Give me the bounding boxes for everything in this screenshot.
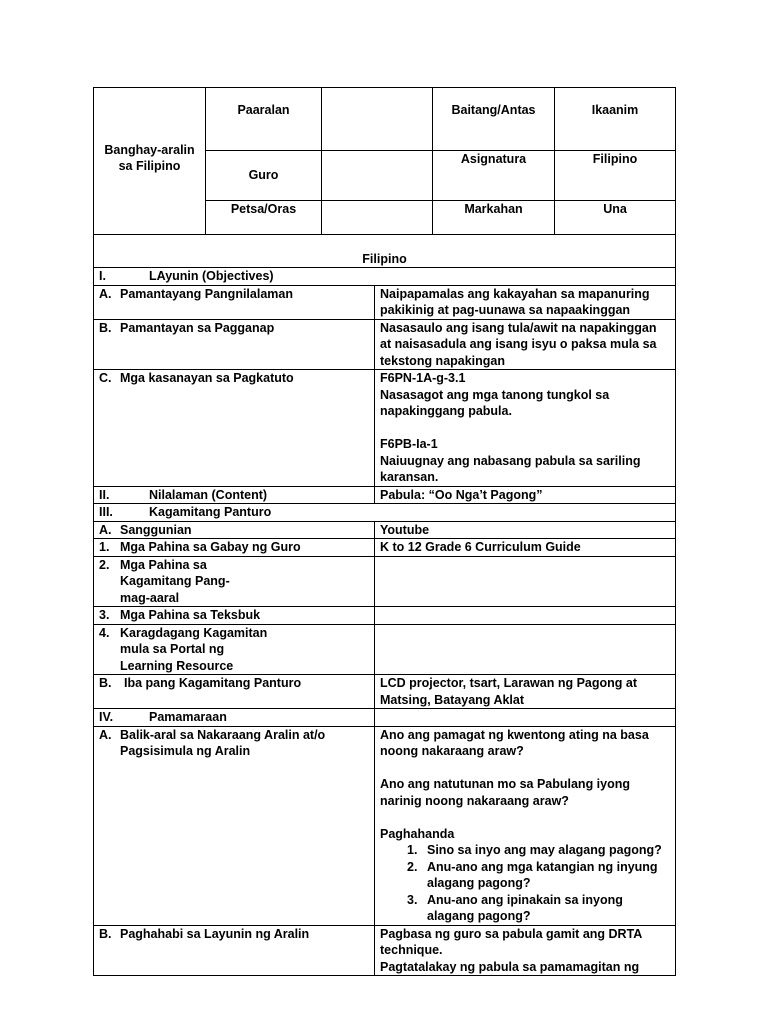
gabay-ng-guro-value: K to 12 Grade 6 Curriculum Guide (375, 539, 676, 557)
markahan-label: Markahan (433, 201, 555, 235)
paghahanda-item: 1. Sino sa inyo ang may alagang pagong? (407, 843, 662, 857)
row-gabay-ng-guro: 1. Mga Pahina sa Gabay ng Guro K to 12 Grade 6 Curriculum Guide (94, 539, 676, 557)
paghahanda-item: 2. Anu-ano ang mga katangian ng inyung alagang pagong? (407, 859, 658, 890)
baitang-value: Ikaanim (555, 88, 676, 151)
paghahabi-value: Pagbasa ng guro sa pabula gamit ang DRTA technique. Pagtatalakay ng pabula sa pamamagitan ng (375, 925, 676, 976)
kasanayan-value: F6PN-1A-g-3.1 Nasasagot ang mga tanong tungkol sa napakinggang pabula. F6PB-Ia-1 Naiuugnay ang nabasang pabula sa sariling karansan. (375, 370, 676, 487)
asignatura-value: Filipino (555, 151, 676, 201)
petsa-value (322, 201, 433, 235)
balik-aral-value: Ano ang pamagat ng kwentong ating na basa noong nakaraang araw? Ano ang natutunan mo sa Pabulang iyong narinig noong nakaraang araw? Paghahanda 1. Sino sa inyo ang may alagang pagong? 2. Anu-ano ang mga katangian ng inyung alagang pagong? 3. Anu-ano ang ipinakain sa inyong alagang pagong? (375, 726, 676, 925)
section-kagamitang-panturo: III. Kagamitang Panturo (94, 504, 676, 522)
iba-pang-kagamitan-value: LCD projector, tsart, Larawan ng Pagong at Matsing, Batayang Aklat (375, 675, 676, 709)
row-balik-aral: A. Balik-aral sa Nakaraang Aralin at/o Pagsisimula ng Aralin Ano ang pamagat ng kwentong ating na basa noong nakaraang araw? Ano ang natutunan mo sa Pabulang iyong narinig noong nakaraang araw? Paghahanda 1. Sino sa inyo ang may alagang pagong? 2. Anu-ano ang mga katangian ng inyung alagang pagong? 3. Anu-ano ang ipinakain sa inyong alagang pagong? (94, 726, 676, 925)
lesson-plan-table (93, 234, 676, 976)
pamantayang-pangnilalaman-value: Naipapamalas ang kakayahan sa mapanuring pakikinig at pag-uunawa sa napaakinggan (375, 285, 676, 319)
guro-label: Guro (206, 151, 322, 201)
section-objectives: I. LAyunin (Objectives) (94, 268, 676, 286)
row-kagamitang-mag-aaral: 2. Mga Pahina sa Kagamitang Pang-mag-aaral (94, 556, 676, 607)
lesson-plan-title: Banghay-aralin sa Filipino (94, 88, 206, 235)
paaralan-label: Paaralan (206, 88, 322, 151)
nilalaman-value: Pabula: “Oo Nga’t Pagong” (375, 486, 676, 504)
row-nilalaman: II. Nilalaman (Content) Pabula: “Oo Nga’t Pagong” (94, 486, 676, 504)
row-teksbuk: 3. Mga Pahina sa Teksbuk (94, 607, 676, 625)
petsa-label: Petsa/Oras (206, 201, 322, 235)
row-pamantayan-sa-pagganap: B. Pamantayan sa Pagganap Nasasaulo ang isang tula/awit na napakinggan at naisasadula ang isang isyu o paksa mula sa tekstong napakingan (94, 319, 676, 370)
row-karagdagang-kagamitan: 4. Karagdagang Kagamitan mula sa Portal ng Learning Resource (94, 624, 676, 675)
kagamitang-mag-aaral-value (375, 556, 676, 607)
row-sanggunian: A. Sanggunian Youtube (94, 521, 676, 539)
row-pamantayang-pangnilalaman: A. Pamantayang Pangnilalaman Naipapamalas ang kakayahan sa mapanuring pakikinig at pag-uunawa sa napaakinggan (94, 285, 676, 319)
row-kasanayan: C. Mga kasanayan sa Pagkatuto F6PN-1A-g-3.1 Nasasagot ang mga tanong tungkol sa napakinggang pabula. F6PB-Ia-1 Naiuugnay ang nabasang pabula sa sariling karansan. (94, 370, 676, 487)
markahan-value: Una (555, 201, 676, 235)
header-table (93, 87, 676, 235)
pamantayan-sa-pagganap-value: Nasasaulo ang isang tula/awit na napakinggan at naisasadula ang isang isyu o paksa mula sa tekstong napakingan (375, 319, 676, 370)
paaralan-value (322, 88, 433, 151)
guro-value (322, 151, 433, 201)
row-paghahabi: B. Paghahabi sa Layunin ng Aralin Pagbasa ng guro sa pabula gamit ang DRTA technique. Pagtatalakay ng pabula sa pamamagitan ng (94, 925, 676, 976)
baitang-label: Baitang/Antas (433, 88, 555, 151)
sanggunian-value: Youtube (375, 521, 676, 539)
subject-heading: Filipino (94, 235, 676, 268)
asignatura-label: Asignatura (433, 151, 555, 201)
karagdagang-kagamitan-value (375, 624, 676, 675)
teksbuk-value (375, 607, 676, 625)
paghahanda-item: 3. Anu-ano ang ipinakain sa inyong alagang pagong? (407, 892, 623, 923)
row-iba-pang-kagamitan: B. Iba pang Kagamitang Panturo LCD projector, tsart, Larawan ng Pagong at Matsing, Batayang Aklat (94, 675, 676, 709)
section-pamamaraan: IV. Pamamaraan (94, 709, 676, 727)
